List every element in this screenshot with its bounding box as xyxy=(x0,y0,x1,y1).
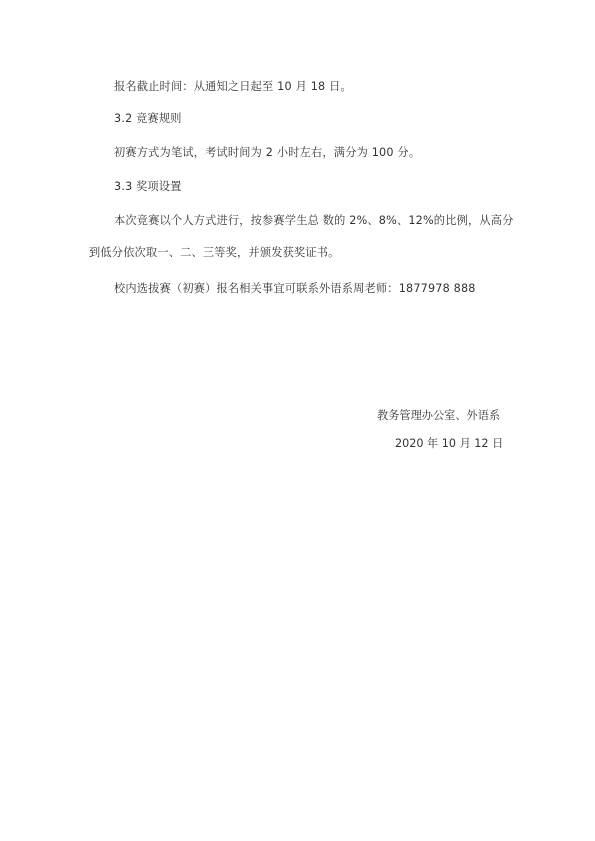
signature-date: 2020 年 10 月 12 日 xyxy=(395,437,504,450)
registration-deadline: 报名截止时间：从通知之日起至 10 月 18 日。 xyxy=(114,80,352,93)
awards-paragraph-line-2: 到低分依次取一、二、三等奖，并颁发获奖证书。 xyxy=(89,246,340,259)
section-3-2-heading: 3.2 竞赛规则 xyxy=(114,112,182,125)
section-3-3-heading: 3.3 奖项设置 xyxy=(114,180,182,193)
signature-organization: 教务管理办公室、外语系 xyxy=(377,409,501,422)
awards-paragraph-line-1: 本次竞赛以个人方式进行，按参赛学生总 数的 2%、8%、12%的比例，从高分 xyxy=(114,214,514,227)
contact-info: 校内选拔赛（初赛）报名相关事宜可联系外语系周老师：1877978 888 xyxy=(114,282,476,295)
competition-rules-text: 初赛方式为笔试，考试时间为 2 小时左右，满分为 100 分。 xyxy=(114,146,421,159)
